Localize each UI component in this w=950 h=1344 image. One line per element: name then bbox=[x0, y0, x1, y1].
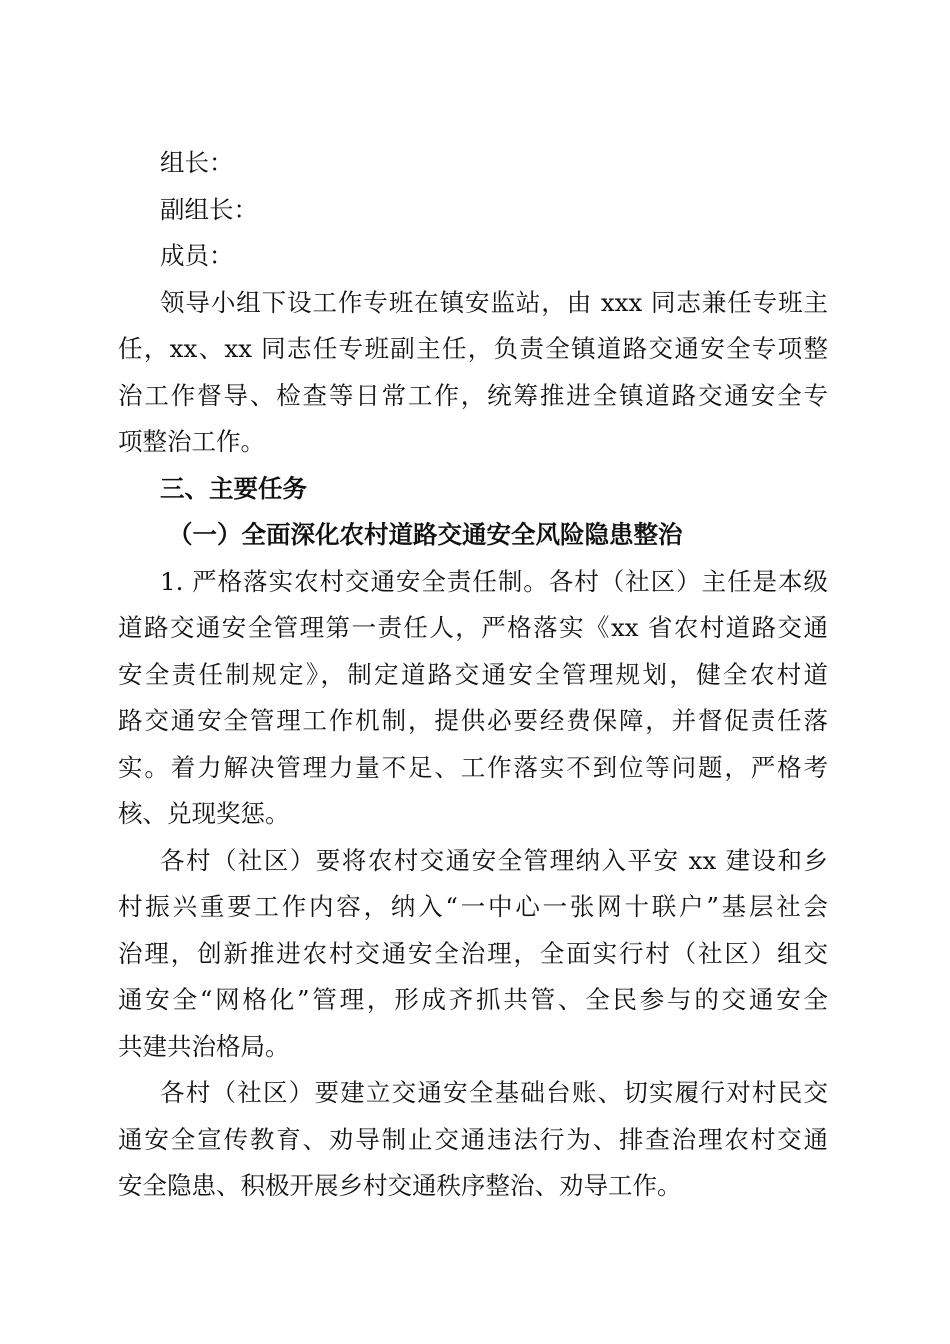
paragraph-line: 核、兑现奖惩。 bbox=[118, 799, 290, 828]
paragraph-working-group bbox=[118, 280, 828, 466]
document-page bbox=[118, 140, 828, 1210]
paragraph-line: 实。着力解决管理力量不足、工作落实不到位等问题，严格考 bbox=[118, 752, 828, 782]
paragraph-line: 任，xx、xx 同志任专班副主任，负责全镇道路交通安全专项整 bbox=[118, 334, 828, 363]
members-label: 成员： bbox=[160, 241, 234, 270]
paragraph-line: 领导小组下设工作专班在镇安监站，由 xxx 同志兼任专班主 bbox=[160, 287, 828, 317]
paragraph-line: 道路交通安全管理第一责任人，严格落实《xx 省农村道路交通 bbox=[118, 613, 828, 642]
paragraph-line: 治工作督导、检查等日常工作，统筹推进全镇道路交通安全专 bbox=[118, 380, 828, 410]
paragraph-line: 共建共治格局。 bbox=[118, 1031, 290, 1061]
paragraph-responsibility bbox=[118, 559, 828, 838]
paragraph-line: 村振兴重要工作内容，纳入“一中心一张网十联户”基层社会 bbox=[118, 892, 828, 921]
paragraph-line: 1. 严格落实农村交通安全责任制。各村（社区）主任是本级 bbox=[160, 566, 828, 596]
paragraph-line: 安全责任制规定》，制定道路交通安全管理规划，健全农村道 bbox=[118, 659, 828, 689]
paragraph-line: 各村（社区）要建立交通安全基础台账、切实履行对村民交 bbox=[160, 1078, 828, 1107]
paragraph-line: 治理，创新推进农村交通安全治理，全面实行村（社区）组交 bbox=[118, 938, 828, 968]
subsection-heading: （一）全面深化农村道路交通安全风险隐患整治 bbox=[168, 520, 683, 549]
paragraph-ledger bbox=[118, 1070, 828, 1210]
paragraph-line: 通安全宣传教育、劝导制止交通违法行为、排查治理农村交通 bbox=[118, 1124, 828, 1154]
paragraph-line: 各村（社区）要将农村交通安全管理纳入平安 xx 建设和乡 bbox=[160, 845, 828, 875]
paragraph-governance bbox=[118, 838, 828, 1071]
paragraph-line: 项整治工作。 bbox=[118, 427, 265, 456]
deputy-leader-label: 副组长： bbox=[160, 194, 258, 224]
paragraph-line: 安全隐患、积极开展乡村交通秩序整治、劝导工作。 bbox=[118, 1171, 682, 1200]
paragraph-line: 路交通安全管理工作机制，提供必要经费保障，并督促责任落 bbox=[118, 706, 828, 735]
section-heading: 三、主要任务 bbox=[160, 473, 307, 503]
leader-label: 组长： bbox=[160, 148, 234, 177]
paragraph-line: 通安全“网格化”管理，形成齐抓共管、全民参与的交通安全 bbox=[118, 985, 828, 1014]
